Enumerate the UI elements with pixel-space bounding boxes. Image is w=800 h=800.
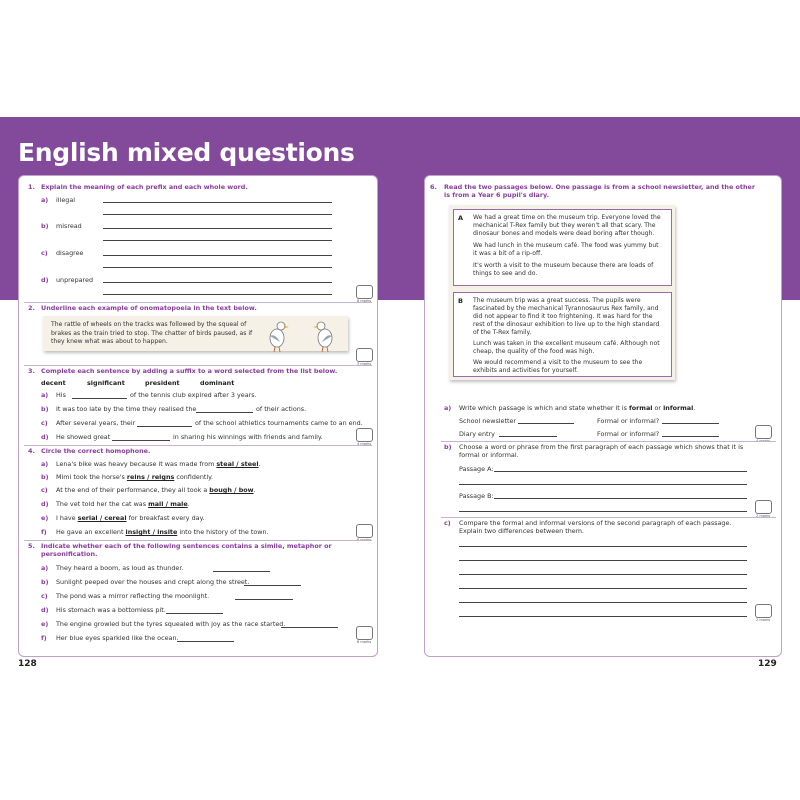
q5c-text: The pond was a mirror reflecting the moonlight. <box>56 592 210 600</box>
q5f-letter: f) <box>41 634 47 642</box>
answer-line[interactable] <box>494 498 747 499</box>
page-number-left: 128 <box>18 659 37 669</box>
answer-line[interactable] <box>662 436 719 437</box>
marks-box[interactable] <box>755 500 772 514</box>
q6b-letter: b) <box>444 443 452 451</box>
q4f-letter: f) <box>41 528 47 536</box>
answer-line[interactable] <box>518 423 574 424</box>
q5b-letter: b) <box>41 578 49 586</box>
marks-box[interactable] <box>755 604 772 618</box>
q5b-text: Sunlight peeped over the houses and crept along the street. <box>56 578 250 586</box>
q6b-prompt-line2: formal or informal. <box>459 451 519 459</box>
marks-box[interactable] <box>356 626 373 640</box>
q1c-letter: c) <box>41 249 48 257</box>
passage-line: cheap, the quality of the food was high. <box>473 348 595 355</box>
passage-line: fascinated by the mechanical Tyrannosaurus Rex family, and <box>473 305 659 312</box>
diary-entry-label: Diary entry <box>459 430 495 438</box>
q4a-sentence: Lena's bike was heavy because it was made from steal / steel. <box>56 460 261 468</box>
answer-line[interactable] <box>166 613 223 614</box>
q1d-letter: d) <box>41 276 49 284</box>
homophone-choice[interactable]: bough / bow <box>209 486 254 494</box>
q4-instruction: Circle the correct homophone. <box>41 447 151 455</box>
answer-line[interactable] <box>244 585 301 586</box>
q4a-letter: a) <box>41 460 49 468</box>
q4c-letter: c) <box>41 486 48 494</box>
answer-line[interactable] <box>459 588 747 589</box>
q6-number: 6. <box>430 183 437 191</box>
answer-line[interactable] <box>459 560 747 561</box>
q3b-after: of their actions. <box>256 405 307 413</box>
answer-line[interactable] <box>281 627 338 628</box>
word-list-item: decent <box>41 379 66 387</box>
answer-line[interactable] <box>213 571 270 572</box>
q6c-prompt-line2: Explain two differences between them. <box>459 527 584 535</box>
q3d-letter: d) <box>41 433 49 441</box>
divider <box>441 441 776 442</box>
q5e-letter: e) <box>41 620 49 628</box>
answer-line[interactable] <box>103 214 332 215</box>
q2-instruction: Underline each example of onomatopoeia in the text below. <box>41 304 257 312</box>
passage-line: It's worth a visit to the museum because there are loads of <box>473 262 654 269</box>
divider <box>24 540 372 541</box>
q3d-after: in sharing his winnings with friends and family. <box>173 433 323 441</box>
passage-line: We had lunch in the museum café. The food was yummy but <box>473 242 659 249</box>
word-list-item: significant <box>87 379 125 387</box>
passage-line: The museum trip was a great success. The pupils were <box>473 297 641 304</box>
passage-a-box <box>453 209 672 286</box>
q3a-after: of the tennis club expired after 3 years. <box>130 391 257 399</box>
passage-a-label: A <box>458 214 464 222</box>
answer-line[interactable] <box>662 423 719 424</box>
seagulls-illustration <box>265 316 345 354</box>
marks-label: 3 marks <box>357 362 372 366</box>
q1c-word: disagree <box>56 249 84 257</box>
q1a-word: illegal <box>56 196 76 204</box>
q1a-letter: a) <box>41 196 49 204</box>
passage-line: Lunch was taken in the excellent museum café. Although not <box>473 340 660 347</box>
q1d-word: unprepared <box>56 276 94 284</box>
answer-line[interactable] <box>459 511 747 512</box>
homophone-choice[interactable]: reins / reigns <box>126 473 175 481</box>
answer-line[interactable] <box>196 412 253 413</box>
divider <box>24 302 372 303</box>
left-page <box>18 175 378 657</box>
answer-line[interactable] <box>459 602 747 603</box>
q4b-sentence: Mimi took the horse's reins / reigns confidently. <box>56 473 214 481</box>
answer-line[interactable] <box>494 471 747 472</box>
q3b-letter: b) <box>41 405 49 413</box>
seagull-left <box>270 322 289 352</box>
passage-line: We would recommend a visit to the museum to see the <box>473 359 643 366</box>
q5-instruction-line2: personification. <box>41 550 98 558</box>
q4-number: 4. <box>28 447 35 455</box>
passage-b-label: B <box>458 297 463 305</box>
marks-box[interactable] <box>755 425 772 439</box>
marks-box[interactable] <box>356 348 373 362</box>
answer-line[interactable] <box>103 228 332 229</box>
q3b-before: It was too late by the time they realised the <box>56 405 197 413</box>
divider <box>24 445 372 446</box>
homophone-choice[interactable]: serial / cereal <box>77 514 127 522</box>
divider <box>24 365 372 366</box>
passage-line: things to see and do. <box>473 270 538 277</box>
formal-informal-label: Formal or informal? <box>597 417 660 425</box>
q5c-letter: c) <box>41 592 48 600</box>
marks-label: 2 marks <box>756 618 771 622</box>
marks-box[interactable] <box>356 524 373 538</box>
answer-line[interactable] <box>103 282 332 283</box>
divider <box>441 517 776 518</box>
q5f-text: Her blue eyes sparkled like the ocean. <box>56 634 179 642</box>
answer-line[interactable] <box>103 240 332 241</box>
answer-line[interactable] <box>499 436 557 437</box>
passage-line: did not appear to find it too frightening. It was hard for the <box>473 313 653 320</box>
q5-instruction-line1: Indicate whether each of the following sentences contains a simile, metaphor or <box>41 542 332 550</box>
answer-line[interactable] <box>459 484 747 485</box>
answer-line[interactable] <box>177 641 234 642</box>
answer-line[interactable] <box>459 616 747 617</box>
word-list-item: president <box>145 379 180 387</box>
q3c-before: After several years, their <box>56 419 136 427</box>
q4e-sentence: I have serial / cereal for breakfast every day. <box>56 514 205 522</box>
answer-line[interactable] <box>459 546 747 547</box>
q3a-before: His <box>56 391 66 399</box>
q1-number: 1. <box>28 183 35 191</box>
marks-label: 4 marks <box>357 442 372 446</box>
q4f-sentence: He gave an excellent insight / insite into the history of the town. <box>56 528 269 536</box>
page-number-right: 129 <box>758 659 777 669</box>
q3a-letter: a) <box>41 391 49 399</box>
q3c-after: of the school athletics tournaments came to an end. <box>195 419 363 427</box>
word-list-item: dominant <box>200 379 235 387</box>
homophone-choice[interactable]: steal / steel <box>216 460 259 468</box>
q5e-text: The engine growled but the tyres squealed with joy as the race started. <box>56 620 286 628</box>
q3d-before: He showed great <box>56 433 111 441</box>
answer-line[interactable] <box>235 599 293 600</box>
passage-line: rest of the dinosaur exhibition to live up to the high standard <box>473 321 660 328</box>
q2-text-line: they knew what was about to happen. <box>51 338 168 345</box>
q5d-text: His stomach was a bottomless pit. <box>56 606 166 614</box>
passage-b-answer-label: Passage B: <box>459 492 494 500</box>
q5a-letter: a) <box>41 564 49 572</box>
formal-informal-label: Formal or informal? <box>597 430 660 438</box>
seagull-right <box>313 322 332 352</box>
passage-line: of the T-Rex family. <box>473 329 532 336</box>
homophone-choice[interactable]: insight / insite <box>125 528 178 536</box>
q3-number: 3. <box>28 367 35 375</box>
answer-line[interactable] <box>459 574 747 575</box>
answer-line[interactable] <box>103 294 332 295</box>
q6c-prompt-line1: Compare the formal and informal versions of the second paragraph of each passage. <box>459 519 732 527</box>
q6a-letter: a) <box>444 404 452 412</box>
q1b-letter: b) <box>41 222 49 230</box>
answer-line[interactable] <box>103 255 332 256</box>
q5-number: 5. <box>28 542 35 550</box>
passages-card <box>449 205 675 380</box>
q5a-text: They heard a boom, as loud as thunder. <box>56 564 184 572</box>
q2-text-line: The rattle of wheels on the tracks was followed by the squeal of <box>51 321 247 328</box>
passage-line: it was a bit of a rip-off. <box>473 250 543 257</box>
q4d-letter: d) <box>41 500 49 508</box>
answer-line[interactable] <box>112 440 170 441</box>
homophone-choice[interactable]: mail / male <box>148 500 188 508</box>
q2-number: 2. <box>28 304 35 312</box>
passage-a-answer-label: Passage A: <box>459 465 494 473</box>
marks-box[interactable] <box>356 285 373 299</box>
q5d-letter: d) <box>41 606 49 614</box>
q1b-word: misread <box>56 222 82 230</box>
q6-instruction-line1: Read the two passages below. One passage is from a school newsletter, and the other <box>444 183 755 191</box>
marks-box[interactable] <box>356 428 373 442</box>
q2-text-line: brakes as the train tried to stop. The chatter of birds paused, as if <box>51 329 253 337</box>
answer-line[interactable] <box>137 426 192 427</box>
q6-instruction-line2: is from a Year 6 pupil's diary. <box>444 191 549 199</box>
passage-line: dinosaur bones and models were dead boring after though. <box>473 230 655 237</box>
marks-label: 2 marks <box>756 514 771 518</box>
q4b-letter: b) <box>41 473 49 481</box>
page-title: English mixed questions <box>18 138 355 167</box>
q4c-sentence: At the end of their performance, they all took a bough / bow. <box>56 486 256 494</box>
q6a-prompt: Write which passage is which and state whether it is formal or informal. <box>459 404 696 412</box>
passage-line: exhibits and activities for yourself. <box>473 367 578 374</box>
q3c-letter: c) <box>41 419 48 427</box>
passage-line: mechanical T-Rex family but they weren't all that scary. The <box>473 222 656 229</box>
school-newsletter-label: School newsletter <box>459 417 517 425</box>
q3-instruction: Complete each sentence by adding a suffix to a word selected from the list below. <box>41 367 338 375</box>
answer-line[interactable] <box>103 267 332 268</box>
q6c-letter: c) <box>444 519 451 527</box>
q1-instruction: Explain the meaning of each prefix and each whole word. <box>41 183 248 191</box>
right-page <box>424 175 782 657</box>
q6b-prompt-line1: Choose a word or phrase from the first paragraph of each passage which shows that it is <box>459 443 744 451</box>
q4d-sentence: The vet told her the cat was mail / male. <box>56 500 190 508</box>
answer-line[interactable] <box>103 202 332 203</box>
marks-label: 8 marks <box>357 299 372 303</box>
marks-label: 4 marks <box>756 439 771 443</box>
marks-label: 6 marks <box>357 640 372 644</box>
marks-label: 6 marks <box>357 538 372 542</box>
passage-b-box <box>453 292 672 377</box>
q4e-letter: e) <box>41 514 49 522</box>
answer-line[interactable] <box>72 398 127 399</box>
passage-line: We had a great time on the museum trip. Everyone loved the <box>473 214 661 221</box>
